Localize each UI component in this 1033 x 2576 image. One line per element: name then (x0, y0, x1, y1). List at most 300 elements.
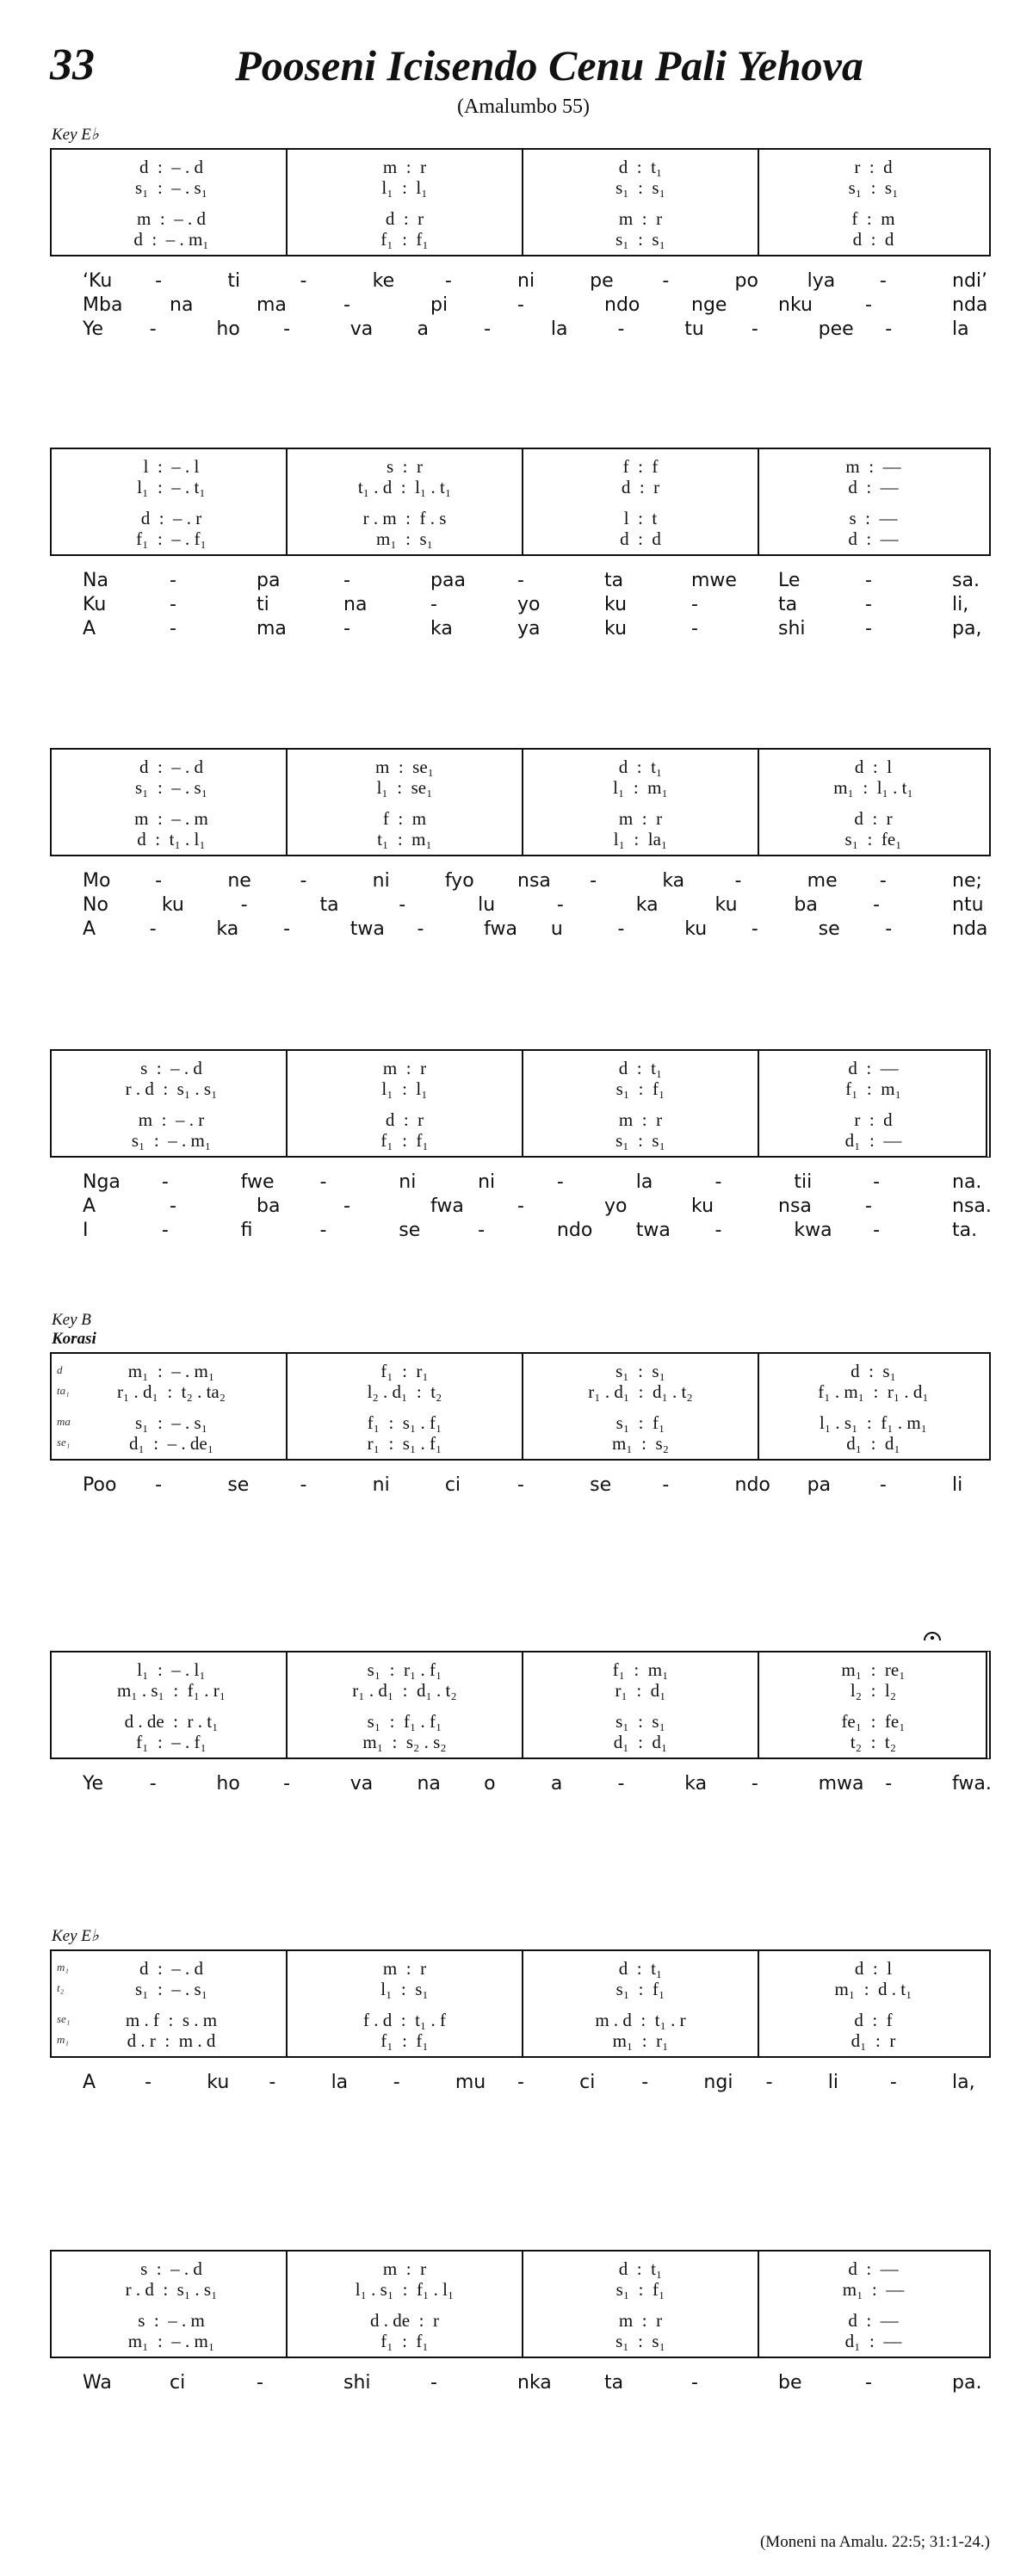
lyric-syllable: - (343, 570, 350, 591)
lyric-syllable: - (343, 1195, 350, 1217)
lyric-syllable: se (818, 918, 840, 940)
lyric-syllable: No (83, 894, 108, 916)
lyric-line (50, 893, 991, 918)
lyric-syllable: fyo (444, 870, 474, 892)
lyric-syllable: ku (161, 894, 184, 916)
measure-notes: f₁ : f₁ (380, 2030, 429, 2051)
lyric-syllable: sa. (952, 570, 980, 591)
lyric-syllable: - (662, 1474, 670, 1496)
lyric-line (50, 568, 991, 594)
lyric-syllable: pi (430, 294, 448, 316)
lyric-syllable: ci (170, 2372, 186, 2394)
lyric-syllable: mu (455, 2072, 486, 2093)
measure-notes: m : r (382, 2258, 427, 2279)
lyric-syllable: Ye (83, 1773, 104, 1795)
lyric-syllable: ni (372, 870, 390, 892)
lyric-syllable: - (399, 894, 406, 916)
lyric-syllable: me (807, 870, 838, 892)
lyric-syllable: ti (257, 594, 269, 615)
measure-notes: t₂ : t₂ (850, 1732, 897, 1752)
measure-notes: m : r (618, 808, 663, 829)
measure-notes: d : t₁ (618, 757, 663, 777)
lyric-syllable: - (873, 894, 881, 916)
measure-notes: s₁ : s₁ (615, 1361, 665, 1381)
lyric-syllable: - (170, 570, 176, 591)
lyric-syllable: paa (430, 570, 466, 591)
measure-notes: s : – . d (140, 1058, 202, 1078)
lyric-syllable: na (417, 1773, 441, 1795)
staff-system (50, 448, 991, 556)
lyric-syllable: ka (684, 1773, 708, 1795)
lyric-syllable: A (83, 2072, 96, 2093)
measure-notes: s₁ : s₁ (615, 1130, 665, 1151)
measure-notes: d : — (848, 528, 899, 549)
lyric-syllable: - (283, 1773, 291, 1795)
lyric-syllable: - (417, 918, 424, 940)
lyric-syllable: u (550, 918, 563, 940)
lyric-syllable: - (343, 294, 350, 316)
lyric-syllable: la (635, 1171, 653, 1193)
measure-notes: l₁ . s₁ : f₁ . l₁ (355, 2279, 455, 2300)
lyric-syllable: A (83, 918, 96, 940)
measure-notes: l₁ : se₁ (376, 777, 433, 798)
lyric-syllable: lya (807, 270, 836, 292)
measure-notes: l₂ : l₂ (850, 1680, 897, 1701)
lyric-syllable: fwa. (952, 1773, 992, 1795)
lyric-syllable: - (170, 1195, 176, 1217)
lyric-syllable: nda (952, 294, 988, 316)
lyric-syllable: lu (478, 894, 496, 916)
measure-notes: d : — (848, 2310, 899, 2331)
lyric-syllable: ba (257, 1195, 281, 1217)
lyric-line (50, 868, 991, 894)
measure-notes: s₁ : – . m₁ (131, 1130, 212, 1151)
lyric-syllable: ndo (604, 294, 640, 316)
measure-notes: f₁ : m₁ (612, 1659, 669, 1680)
lyric-syllable: Poo (83, 1474, 117, 1496)
lyric-syllable: nsa (517, 870, 551, 892)
lyric-syllable: na. (952, 1171, 982, 1193)
lyric-syllable: - (879, 870, 887, 892)
lyric-syllable: - (879, 270, 887, 292)
lyric-syllable: ‘Ku (83, 270, 113, 292)
lyric-syllable: - (885, 318, 893, 340)
measure-notes: f₁ . m₁ : r₁ . d₁ (818, 1381, 929, 1402)
measure-notes: m : r (618, 208, 663, 229)
lyric-syllable: ka (635, 894, 659, 916)
measure-notes: d : l (854, 1958, 893, 1979)
measure-notes: m : – . r (138, 1109, 205, 1130)
measure-notes: d : r (385, 208, 424, 229)
measure-notes: m₁ : d . t₁ (834, 1979, 912, 1999)
measure-notes: d₁ : d₁ (613, 1732, 668, 1752)
lyric-syllable: pa, (952, 618, 982, 639)
lyric-syllable: - (873, 1220, 881, 1241)
lyric-syllable: - (691, 594, 698, 615)
measure-notes: r . d : s₁ . s₁ (125, 2279, 218, 2300)
lyric-syllable: - (865, 570, 872, 591)
lyric-syllable: ku (684, 918, 708, 940)
lyric-syllable: twa (635, 1220, 671, 1241)
lyric-syllable: ba (794, 894, 818, 916)
lyric-syllable: ka (216, 918, 239, 940)
part-row (52, 2258, 989, 2279)
measure-notes: s₁ : – . s₁ (134, 1979, 208, 1999)
lyric-syllable: - (691, 618, 698, 639)
lyric-syllable: ka (430, 618, 453, 639)
lyric-syllable: - (283, 318, 291, 340)
measure-notes: s₁ : s₁ (615, 229, 665, 250)
lyric-syllable: ta (319, 894, 339, 916)
measure-notes: s₁ : – . s₁ (134, 777, 208, 798)
lyric-syllable: ho (216, 318, 240, 340)
lyric-syllable: yo (604, 1195, 628, 1217)
lyric-syllable: mwa (818, 1773, 864, 1795)
lyric-syllable: twa (349, 918, 385, 940)
measure-notes: d : d (852, 229, 894, 250)
lyric-syllable: ma (257, 294, 287, 316)
lyric-syllable: - (517, 294, 524, 316)
measure-notes: l₁ : l₁ (381, 1078, 428, 1099)
measure-notes: f₁ : r₁ (380, 1361, 429, 1381)
lyric-syllable: va (349, 1773, 374, 1795)
lyric-syllable: - (149, 1773, 157, 1795)
lyric-syllable: - (714, 1220, 722, 1241)
lyric-syllable: - (617, 918, 625, 940)
lyric-syllable: Ye (83, 318, 104, 340)
measure-notes: l₂ . d₁ : t₂ (367, 1381, 442, 1402)
measure-notes: fe₁ : fe₁ (841, 1711, 906, 1732)
lyric-syllable: - (155, 1474, 163, 1496)
staff-system (50, 148, 991, 256)
lyric-syllable: - (865, 2372, 872, 2394)
lyric-syllable: pee (818, 318, 854, 340)
lyric-syllable: - (691, 2372, 698, 2394)
measure-notes: s₁ : f₁ (615, 2279, 665, 2300)
lyric-syllable: - (734, 870, 742, 892)
measure-notes: r₁ . d₁ : t₂ . ta₂ (116, 1381, 226, 1402)
measure-notes: d : – . d (139, 757, 204, 777)
key-signature: Key B (52, 1311, 91, 1329)
lyric-syllable: Na (83, 570, 108, 591)
measure-notes: d : t₁ (618, 1958, 663, 1979)
lyric-syllable: kwa (794, 1220, 832, 1241)
lyric-line (50, 616, 991, 642)
lyric-syllable: - (170, 618, 176, 639)
staff-system (50, 748, 991, 856)
measure-notes: d₁ : r (851, 2030, 896, 2051)
lyric-syllable: - (617, 318, 625, 340)
lyric-syllable: ma (257, 618, 287, 639)
lyric-syllable: ta. (952, 1220, 978, 1241)
lyric-syllable: nsa. (952, 1195, 992, 1217)
lyric-syllable: ntu (952, 894, 984, 916)
measure-notes: s₁ : fe₁ (844, 829, 902, 849)
voice-label: m₁ (57, 1961, 69, 1974)
lyric-syllable: na (170, 294, 194, 316)
lyric-syllable: ku (714, 894, 738, 916)
lyric-syllable: - (430, 594, 437, 615)
measure-notes: m₁ : s₁ (376, 528, 433, 549)
measure-notes: t₁ : m₁ (377, 829, 432, 849)
lyric-syllable: - (517, 570, 524, 591)
measure-notes: r : d (854, 157, 893, 177)
lyric-syllable: - (517, 1474, 524, 1496)
lyric-syllable: - (865, 618, 872, 639)
key-signature: Key E♭ (52, 1927, 99, 1945)
measure-notes: l₁ : la₁ (613, 829, 668, 849)
lyric-syllable: - (161, 1220, 169, 1241)
staff-system (50, 1651, 991, 1759)
measure-notes: l : – . l (143, 456, 200, 477)
lyric-syllable: li (952, 1474, 963, 1496)
measure-notes: f₁ : s₁ . f₁ (367, 1412, 442, 1433)
measure-notes: s : — (849, 508, 898, 528)
lyric-syllable: - (240, 894, 248, 916)
measure-notes: d . de : r (370, 2310, 439, 2331)
lyric-syllable: ta (604, 2372, 624, 2394)
lyric-syllable: ci (444, 1474, 461, 1496)
lyric-syllable: - (170, 594, 176, 615)
measure-notes: m : — (845, 456, 901, 477)
voice-label: ma (57, 1415, 71, 1428)
scripture-reference: (Moneni na Amalu. 22:5; 31:1-24.) (759, 2533, 990, 2551)
lyric-syllable: ta (604, 570, 624, 591)
measure-notes: s₁ : s₁ (615, 1711, 665, 1732)
measure-notes: d : t₁ (618, 157, 663, 177)
lyric-syllable: - (155, 270, 163, 292)
measure-notes: m₁ : l₁ . t₁ (833, 777, 913, 798)
measure-notes: f : m (851, 208, 895, 229)
part-row (52, 2310, 989, 2331)
measure-notes: f : f (622, 456, 659, 477)
lyric-syllable: nsa (778, 1195, 812, 1217)
lyric-syllable: la (952, 318, 969, 340)
measure-notes: d₁ : — (844, 2331, 902, 2351)
measure-notes: m . d : t₁ . r (595, 2010, 686, 2030)
measure-notes: d : – . d (139, 157, 204, 177)
lyric-syllable: pe (590, 270, 614, 292)
lyric-syllable: se (227, 1474, 250, 1496)
measure-notes: s₁ : f₁ (615, 1078, 665, 1099)
lyric-syllable: li, (952, 594, 969, 615)
lyric-syllable: nge (691, 294, 727, 316)
voice-label: se₁ (57, 2012, 71, 2025)
lyric-syllable: A (83, 1195, 96, 1217)
lyric-syllable: ka (662, 870, 685, 892)
measure-notes: m₁ : re₁ (841, 1659, 906, 1680)
lyric-line (50, 917, 991, 942)
lyric-syllable: Mba (83, 294, 123, 316)
lyric-syllable: o (484, 1773, 496, 1795)
part-row (52, 1958, 989, 1979)
part-row (52, 1109, 986, 1130)
lyric-syllable: la, (952, 2072, 975, 2093)
measure-notes: d : – . d (139, 1958, 204, 1979)
lyric-syllable: - (641, 2072, 649, 2093)
lyric-syllable: shi (343, 2372, 371, 2394)
part-row (52, 1433, 989, 1454)
measure-notes: f₁ : – . f₁ (136, 1732, 207, 1752)
measure-notes: m₁ : — (842, 2279, 905, 2300)
lyric-syllable: yo (517, 594, 541, 615)
lyric-syllable: pa (257, 570, 281, 591)
lyric-syllable: ho (216, 1773, 240, 1795)
lyric-syllable: va (349, 318, 374, 340)
lyric-syllable: - (662, 270, 670, 292)
lyric-syllable: la (331, 2072, 349, 2093)
part-row (52, 177, 989, 198)
lyric-syllable: ndi’ (952, 270, 988, 292)
measure-notes: s : – . m (138, 2310, 205, 2331)
section-label: Korasi (52, 1330, 96, 1348)
lyric-line (50, 1218, 991, 1244)
lyric-syllable: tu (684, 318, 704, 340)
part-row (52, 808, 989, 829)
lyric-syllable: - (478, 1220, 486, 1241)
hymn-subtitle: (Amalumbo 55) (457, 96, 590, 118)
lyric-syllable: - (765, 2072, 773, 2093)
lyric-syllable: - (865, 294, 872, 316)
lyric-syllable: - (145, 2072, 152, 2093)
part-row (52, 1979, 989, 1999)
staff-system (50, 1049, 991, 1158)
measure-notes: s₁ : f₁ . f₁ (367, 1711, 442, 1732)
measure-notes: d : — (848, 1058, 899, 1078)
measure-notes: d : f (854, 2010, 893, 2030)
lyric-syllable: li (827, 2072, 838, 2093)
measure-notes: s : r (387, 456, 423, 477)
lyric-line (50, 592, 991, 618)
part-row (52, 508, 989, 528)
measure-notes: m₁ : s₂ . s₂ (362, 1732, 447, 1752)
measure-notes: l₁ : l₁ (381, 177, 428, 198)
measure-notes: s₁ : – . s₁ (134, 177, 208, 198)
part-row (52, 1711, 986, 1732)
measure-notes: f₁ : – . f₁ (136, 528, 207, 549)
measure-notes: m : – . d (137, 208, 206, 229)
measure-notes: f₁ : f₁ (380, 2331, 429, 2351)
lyric-syllable: be (778, 2372, 802, 2394)
part-row (52, 1412, 989, 1433)
lyric-syllable: Ku (83, 594, 107, 615)
measure-notes: s₁ : s₁ (848, 177, 899, 198)
staff-system (50, 1352, 991, 1461)
measure-notes: m : r (618, 2310, 663, 2331)
lyric-syllable: ni (399, 1171, 417, 1193)
measure-notes: m₁ : r₁ (612, 2030, 669, 2051)
part-row (52, 777, 989, 798)
lyric-line (50, 269, 991, 294)
measure-notes: f₁ : m₁ (845, 1078, 901, 1099)
voice-label: d (57, 1363, 63, 1376)
part-row (52, 1381, 989, 1402)
lyric-syllable: - (393, 2072, 400, 2093)
lyric-syllable: pa. (952, 2372, 982, 2394)
measure-notes: d . r : m . d (127, 2030, 216, 2051)
lyric-syllable: - (865, 1195, 872, 1217)
measure-notes: m : r (382, 1958, 427, 1979)
lyric-syllable: - (751, 318, 758, 340)
measure-notes: d : t₁ . l₁ (137, 829, 206, 849)
measure-notes: d : t₁ (618, 2258, 663, 2279)
lyric-syllable: ne; (952, 870, 982, 892)
lyric-syllable: nda (952, 918, 988, 940)
lyric-syllable: - (300, 870, 307, 892)
measure-notes: l : t (623, 508, 658, 528)
lyric-syllable: ndo (734, 1474, 770, 1496)
part-row (52, 157, 989, 177)
lyric-syllable: ta (778, 594, 798, 615)
lyric-syllable: - (283, 918, 291, 940)
lyric-syllable: tii (794, 1171, 813, 1193)
part-row (52, 528, 989, 549)
measure-notes: m : r (382, 157, 427, 177)
voice-label: ta₁ (57, 1384, 70, 1397)
lyric-syllable: - (161, 1171, 169, 1193)
part-row (52, 1659, 986, 1680)
lyric-syllable: - (484, 318, 492, 340)
lyric-syllable: - (269, 2072, 276, 2093)
lyric-syllable: la (550, 318, 568, 340)
measure-notes: d : d (620, 528, 661, 549)
lyric-syllable: ngi (703, 2072, 733, 2093)
measure-notes: d : t₁ (618, 1058, 663, 1078)
lyric-syllable: fwa (484, 918, 517, 940)
measure-notes: d₁ : – . de₁ (128, 1433, 214, 1454)
measure-notes: r₁ . d₁ : d₁ . t₂ (588, 1381, 693, 1402)
lyric-line (50, 1473, 991, 1498)
measure-notes: s₁ : r₁ . f₁ (367, 1659, 442, 1680)
part-row (52, 2010, 989, 2030)
voice-label: m₁ (57, 2033, 69, 2046)
lyric-line (50, 1170, 991, 1195)
measure-notes: r₁ . d₁ : d₁ . t₂ (352, 1680, 457, 1701)
part-row (52, 757, 989, 777)
lyric-syllable: fwa (430, 1195, 464, 1217)
part-row (52, 1732, 986, 1752)
part-row (52, 1058, 986, 1078)
measure-notes: f₁ : f₁ (380, 229, 429, 250)
measure-notes: s₁ : f₁ (615, 1412, 665, 1433)
measure-notes: r₁ : s₁ . f₁ (367, 1433, 442, 1454)
measure-notes: m : – . m (134, 808, 208, 829)
measure-notes: r₁ : d₁ (615, 1680, 666, 1701)
lyric-syllable: a (550, 1773, 563, 1795)
lyric-syllable: Mo (83, 870, 111, 892)
lyric-syllable: - (155, 870, 163, 892)
lyric-syllable: - (319, 1220, 327, 1241)
lyric-line (50, 317, 991, 343)
measure-notes: m : r (382, 1058, 427, 1078)
measure-notes: f : m (382, 808, 427, 829)
measure-notes: m : r (618, 1109, 663, 1130)
staff-system (50, 2250, 991, 2358)
lyric-syllable: - (865, 594, 872, 615)
part-row (52, 2279, 989, 2300)
measure-notes: d : – . r (140, 508, 202, 528)
measure-notes: s₁ : s₁ (615, 2331, 665, 2351)
part-row (52, 456, 989, 477)
measure-notes: d₁ : d₁ (846, 1433, 900, 1454)
measure-notes: d : — (848, 2258, 899, 2279)
lyric-syllable: shi (778, 618, 806, 639)
lyric-syllable: ku (691, 1195, 714, 1217)
lyric-syllable: ne (227, 870, 251, 892)
measure-notes: s : – . d (140, 2258, 202, 2279)
measure-notes: d : r (385, 1109, 424, 1130)
voice-label: t₂ (57, 1981, 65, 1994)
